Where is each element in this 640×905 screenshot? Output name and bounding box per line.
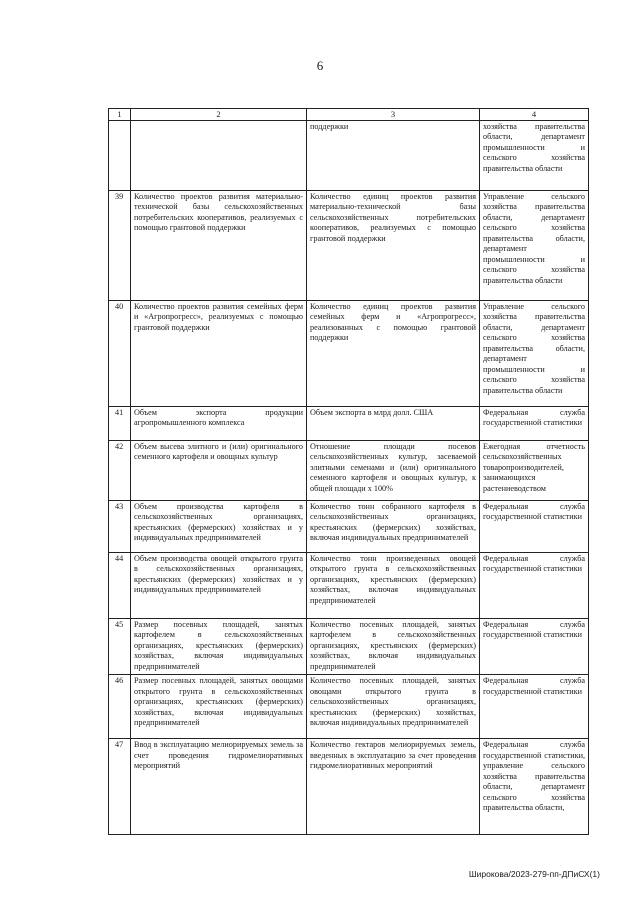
indicator-number: 40: [109, 300, 131, 406]
document-footer: Широкова/2023-279-пп-ДПиСХ(1): [468, 869, 600, 879]
indicator-number: 44: [109, 552, 131, 618]
indicator-name: Количество проектов развития семейных ферм и «Агропрогресс», реализуемых с помощью грантовой поддержки: [131, 300, 307, 406]
indicator-number: 41: [109, 406, 131, 440]
indicator-number: [109, 120, 131, 190]
table-header-row: [109, 109, 589, 121]
data-source: хозяйства правительства области, департамент промышленности и сельского хозяйства правительства области: [480, 120, 589, 190]
data-source: Управление сельского хозяйства правительства области, департамент сельского хозяйства правительства области, департамент промышленности и сельского хозяйства правительства области: [480, 190, 589, 300]
header-cell-1: 1: [109, 109, 131, 121]
calculation-method: Количество посевных площадей, занятых картофелем в сельскохозяйственных организациях, крестьянских (фермерских) хозяйствах, включая индивидуальных предпринимателей: [307, 618, 480, 675]
calculation-method: поддержки: [307, 120, 480, 190]
indicator-number: 39: [109, 190, 131, 300]
header-cell-2: 2: [131, 109, 307, 121]
indicator-name: Объем экспорта продукции агропромышленного комплекса: [131, 406, 307, 440]
indicator-number: 43: [109, 500, 131, 552]
header-cell-4: 4: [480, 109, 589, 121]
indicator-name: Объем производства картофеля в сельскохозяйственных организациях, крестьянских (фермерских) хозяйствах и у индивидуальных предпринимателей: [131, 500, 307, 552]
indicator-number: 47: [109, 739, 131, 835]
table-row: [109, 618, 589, 675]
data-source: Федеральная служба государственной статистики: [480, 618, 589, 675]
calculation-method: Количество посевных площадей, занятых овощами открытого грунта в сельскохозяйственных организациях, крестьянских (фермерских) хозяйствах, включая индивидуальных предпринимателей: [307, 675, 480, 739]
data-source: Федеральная служба государственной статистики: [480, 552, 589, 618]
table-row: [109, 552, 589, 618]
data-source: Ежегодная отчетность сельскохозяйственных товаропроизводителей, занимающихся растениеводством: [480, 440, 589, 500]
calculation-method: Количество единиц проектов развития материально-технической базы сельскохозяйственных потребительских кооперативов, реализуемых с помощью грантовой поддержки: [307, 190, 480, 300]
data-source: Федеральная служба государственной статистики: [480, 406, 589, 440]
indicator-number: 42: [109, 440, 131, 500]
indicator-name: Размер посевных площадей, занятых овощами открытого грунта в сельскохозяйственных организациях, крестьянских (фермерских) хозяйствах, включая индивидуальных предпринимателей: [131, 675, 307, 739]
table-row: [109, 120, 589, 190]
header-cell-3: 3: [307, 109, 480, 121]
data-source: Федеральная служба государственной статистики: [480, 675, 589, 739]
table-row: [109, 190, 589, 300]
table-row: [109, 406, 589, 440]
indicator-name: Объем производства овощей открытого грунта в сельскохозяйственных организациях, крестьянских (фермерских) хозяйствах и у индивидуальных предпринимателей: [131, 552, 307, 618]
calculation-method: Объем экспорта в млрд долл. США: [307, 406, 480, 440]
indicators-table: [108, 108, 589, 835]
indicator-name: Ввод в эксплуатацию мелиорируемых земель за счет проведения гидромелиоративных мероприятий: [131, 739, 307, 835]
indicator-name: Количество проектов развития материально-технической базы сельскохозяйственных потребительских кооперативов, реализуемых с помощью грантовой поддержки: [131, 190, 307, 300]
indicator-number: 45: [109, 618, 131, 675]
table-row: [109, 440, 589, 500]
table-row: [109, 500, 589, 552]
calculation-method: Количество тонн произведенных овощей открытого грунта в сельскохозяйственных организациях, крестьянских (фермерских) хозяйствах, включая индивидуальных предпринимателей: [307, 552, 480, 618]
table-row: [109, 675, 589, 739]
data-source: Федеральная служба государственной статистики, управление сельского хозяйства правительства области, департамент сельского хозяйства правительства области,: [480, 739, 589, 835]
page-number: 6: [316, 58, 324, 73]
calculation-method: Количество единиц проектов развития семейных ферм и «Агропрогресс», реализованных с помощью грантовой поддержки: [307, 300, 480, 406]
indicator-name: [131, 120, 307, 190]
calculation-method: Отношение площади посевов сельскохозяйственных культур, засеваемой элитными семенами и (или) оригинального семенного картофеля и овощных культур, к общей площади х 100%: [307, 440, 480, 500]
table-body: [109, 120, 589, 835]
data-source: Федеральная служба государственной статистики: [480, 500, 589, 552]
calculation-method: Количество гектаров мелиорируемых земель, введенных в эксплуатацию за счет проведения гидромелиоративных мероприятий: [307, 739, 480, 835]
table-row: [109, 300, 589, 406]
calculation-method: Количество тонн собранного картофеля в сельскохозяйственных организациях, крестьянских (фермерских) хозяйствах, включая индивидуальных предпринимателей: [307, 500, 480, 552]
indicator-name: Размер посевных площадей, занятых картофелем в сельскохозяйственных организациях, крестьянских (фермерских) хозяйствах, включая индивидуальных предпринимателей: [131, 618, 307, 675]
indicator-number: 46: [109, 675, 131, 739]
table-row: [109, 739, 589, 835]
indicator-name: Объем высева элитного и (или) оригинального семенного картофеля и овощных культур: [131, 440, 307, 500]
data-source: Управление сельского хозяйства правительства области, департамент сельского хозяйства правительства области, департамент промышленности и сельского хозяйства правительства области: [480, 300, 589, 406]
